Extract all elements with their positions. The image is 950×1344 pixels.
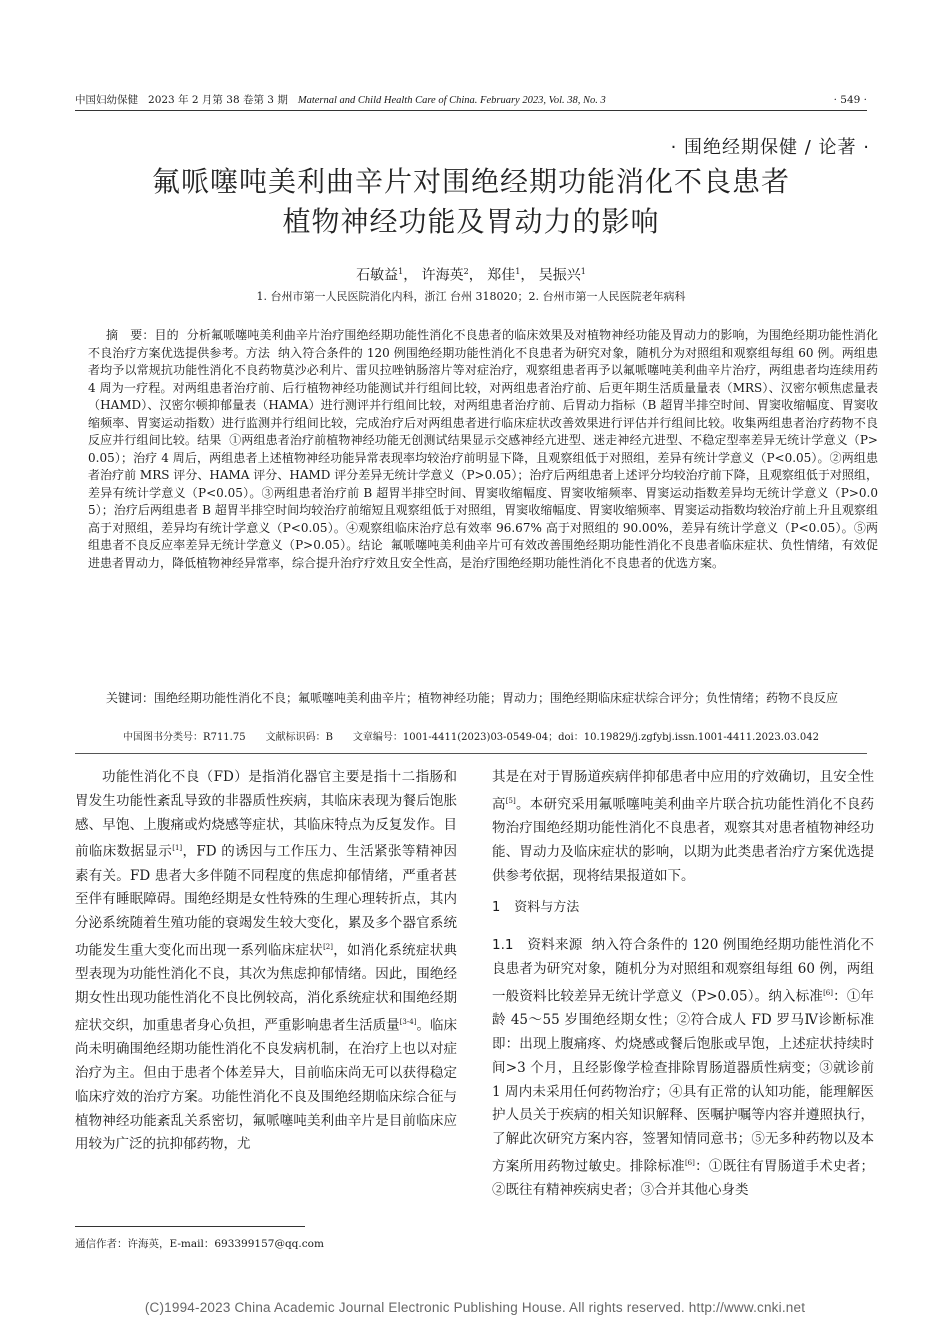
author-affiliation-mark: 1 [515,267,521,276]
abstract-label: 摘 要： [106,328,155,342]
abstract-conclusion: 氟哌噻吨美利曲辛片可有效改善围绝经期功能性消化不良患者临床症状、负性情绪，有效促进患者胃动力，降低植物神经异常率，综合提升治疗疗效且安全性高，是治疗围绝经期功能性消化不良患者的优选方案。 [88,538,878,570]
body-column-left [75,766,457,1157]
corresponding-author-footnote: 通信作者：许海英，E-mail：693399157@qq.com [75,1238,324,1250]
materials-text: ：①年龄 45～55 岁围绝经期女性；②符合成人 FD 罗马Ⅳ诊断标准即：出现上腹痛疼、灼烧感或餐后饱胀或早饱，上述症状持续时间>3 个月，且经影像学检查排除胃肠道器质性病变；③就诊前 1 周内未采用任何药物治疗；④具有正常的认知功能，能理解医护人员关于疾病的相关知识解释、医嘱护嘱等内容并遵照执行，了解此次研究方案内容，签署知情同意书；⑤无多种药物以及本方案所用药物过敏史。排除标准 [492,988,875,1175]
subsection-heading: 1.1 资料来源 [492,937,583,954]
intro-text: 其是在对于胃肠道疾病伴抑郁患者中应用的疗效确切，且安全性高 [492,769,874,813]
body-column-right [492,766,874,1203]
citation-ref: [6] [684,1158,695,1167]
author-name: 石敏益 [356,267,399,284]
affiliation: 1. 台州市第一人民医院消化内科，浙江 台州 318020；2. 台州市第一人民医院老年病科 [256,290,686,303]
journal-name-en: Maternal and Child Health Care of China. February 2023, Vol. 38, No. 3 [297,95,606,106]
abstract-methods: 纳入符合条件的 120 例围绝经期功能性消化不良患者为研究对象，随机分为对照组和观察组每组 60 例。两组患者均予以常规抗功能性消化不良药物莫沙必利片、雷贝拉唑钠肠溶片等对症治疗，观察组患者再予以氟哌噻吨美利曲辛片治疗，两组患者均连续用药 4 周为一疗程。对两组患者治疗前、后行植物神经功能测试并行组间比较，对两组患者治疗前、后更年期生活质量量表（MRS）、汉密尔顿焦虑量表（HAMD）、汉密尔顿抑郁量表（HAMA）进行测评并行组间比较，对两组患者治疗前、后胃动力指标（B 超胃半排空时间、胃窦收缩幅度、胃窦收缩频率、胃窦运动指数）进行监测并行组间比较，完成治疗后对两组患者进行临床症状改善效果进行评估并行组间比较。收集两组患者治疗药物不良反应并行组间比较。 [88,345,878,447]
results-label: 结果 [197,433,222,447]
objective-label: 目的 [154,328,179,342]
conclusion-label: 结论 [358,538,383,552]
journal-name-cn: 中国妇幼保健 [75,94,138,106]
intro-text: 。临床尚未明确围绝经期功能性消化不良发病机制，在治疗上也以对症治疗为主。但由于患者个体差异大，目前临床尚无可以获得稳定临床疗效的治疗方案。功能性消化不良及围绝经期临床综合征与植物神经功能紊乱关系密切，氟哌噻吨美利曲辛片是目前临床应用较为广泛的抗抑郁药物，尤 [75,1017,458,1153]
footnote-rule [75,1226,305,1227]
citation-ref: [1] [172,844,183,853]
author-list: 石敏益$^1$， 许海英$^2$， 郑佳$^1$， 吴振兴$^1$ [356,267,586,284]
author-affiliation-mark: 1 [580,267,586,276]
journal-citation [75,93,606,108]
author-name: 吴振兴 [538,267,581,284]
section-title: 资料与方法 [514,900,580,916]
title-line-1: 氟哌噻吨美利曲辛片对围绝经期功能消化不良患者 [151,165,790,198]
citation-ref: [5] [505,796,516,805]
copyright-footer: (C)1994-2023 China Academic Journal Electronic Publishing House. All rights reserved. http://www.cnki.net [144,1300,806,1315]
intro-text: ，如消化系统症状典型表现为功能性消化不良，其次为焦虑抑郁情绪。因此，围绝经期女性出现功能性消化不良比例较高，消化系统症状和围绝经期症状交织，加重患者身心负担，严重影响患者生活质量 [75,942,458,1034]
intro-paragraph-continued [492,766,874,888]
abstract-objective: 分析氟哌噻吨美利曲辛片治疗围绝经期功能性消化不良患者的临床效果及对植物神经功能及胃动力的影响，为围绝经期功能性消化不良治疗方案优选提供参考。 [88,328,878,360]
citation-ref: [2] [323,943,333,952]
section-heading [492,896,874,920]
author-name: 许海英 [421,267,464,284]
intro-text: ，FD 的诱因与工作压力、生活紧张等精神因素有关。FD 患者大多伴随不同程度的焦虑抑郁情绪，严重者甚至伴有睡眠障碍。围绝经期是女性特殊的生理心理转折点，其内分泌系统随着生殖功能的衰竭发生较大变化，累及多个器官系统功能发生重大变化而出现一系列临床症状 [75,843,457,959]
column-tag: · 围绝经期保健 / 论著 · [670,137,870,158]
author-name: 郑佳 [487,267,516,284]
materials-text: ：①既往有胃肠道手术史者；②既往有精神疾病史者；③合并其他心身类 [492,1158,875,1199]
abstract-results: ①两组患者治疗前植物神经功能无创测试结果显示交感神经亢进型、迷走神经亢进型、不稳定型率差异无统计学意义（P>0.05）；治疗 4 周后，两组患者上述植物神经功能异常表现率均较治疗前明显下降，且观察组低于对照组，差异有统计学意义（P<0.05）。②两组患者治疗前 MRS 评分、HAMA 评分、HAMD 评分差异无统计学意义（P>0.05）；治疗后两组患者上述评分均较治疗前下降，且观察组低于对照组，差异有统计学意义（P<0.05）。③两组患者治疗前 B 超胃半排空时间、胃窦收缩幅度、胃窦收缩频率、胃窦运动指数差异均无统计学意义（P>0.05）；治疗后两组患者 B 超胃半排空时间均较治疗前缩短且观察组低于对照组，胃窦收缩幅度、胃窦收缩频率、胃窦运动指数均较治疗前上升且观察组高于对照组，差异均有统计学意义（P<0.05）。④观察组临床治疗总有效率 96.67% 高于对照组的 90.00%，差异有统计学意义（P<0.05）。⑤两组患者不良反应率差异无统计学意义（P>0.05）。 [88,433,878,552]
abstract [88,327,878,572]
keywords [88,690,878,708]
citation-ref: [3-4] [399,1017,417,1026]
intro-paragraph [75,766,457,1157]
keywords-label: 关键词： [106,691,155,705]
header-rule [75,110,867,111]
author-affiliation-mark: 2 [463,267,469,276]
classification-line: 中国图书分类号：R711.75 文献标识码：B 文章编号：1001-4411(2023)03-0549-04；doi：10.19829/j.zgfybj.issn.1001-4411.2023.03.042 [123,732,819,743]
citation-ref: [6] [823,988,833,997]
title-line-2: 植物神经功能及胃动力的影响 [282,205,660,238]
materials-text: 纳入符合条件的 120 例围绝经期功能性消化不良患者为研究对象，随机分为对照组和观察组每组 60 例，两组一般资料比较差异无统计学意义（P>0.05）。纳入标准 [492,937,874,1005]
section-number: 1 [492,900,501,916]
methods-label: 方法 [245,345,271,360]
materials-paragraph [492,934,874,1203]
intro-text: 。本研究采用氟哌噻吨美利曲辛片联合抗功能性消化不良药物治疗围绝经期功能性消化不良患者，观察其对患者植物神经功能、胃动力及临床症状的影响，以期为此类患者治疗方案优选提供参考依据，现将结果报道如下。 [492,796,874,884]
journal-issue-cn: 2023 年 2 月第 38 卷第 3 期 [148,94,288,106]
keywords-text: 围绝经期功能性消化不良；氟哌噻吨美利曲辛片；植物神经功能；胃动力；围绝经期临床症状综合评分；负性情绪；药物不良反应 [154,691,839,705]
author-affiliation-mark: 1 [398,267,404,276]
intro-text: 功能性消化不良（FD）是指消化器官主要是指十二指肠和胃发生功能性紊乱导致的非器质性疾病，其临床表现为餐后饱胀感、早饱、上腹痛或灼烧感等症状，其临床特点为反复发作。目前临床数据显示 [75,769,457,860]
section-divider [75,753,867,754]
article-title [75,162,867,242]
page-number: · 549 · [833,94,867,106]
